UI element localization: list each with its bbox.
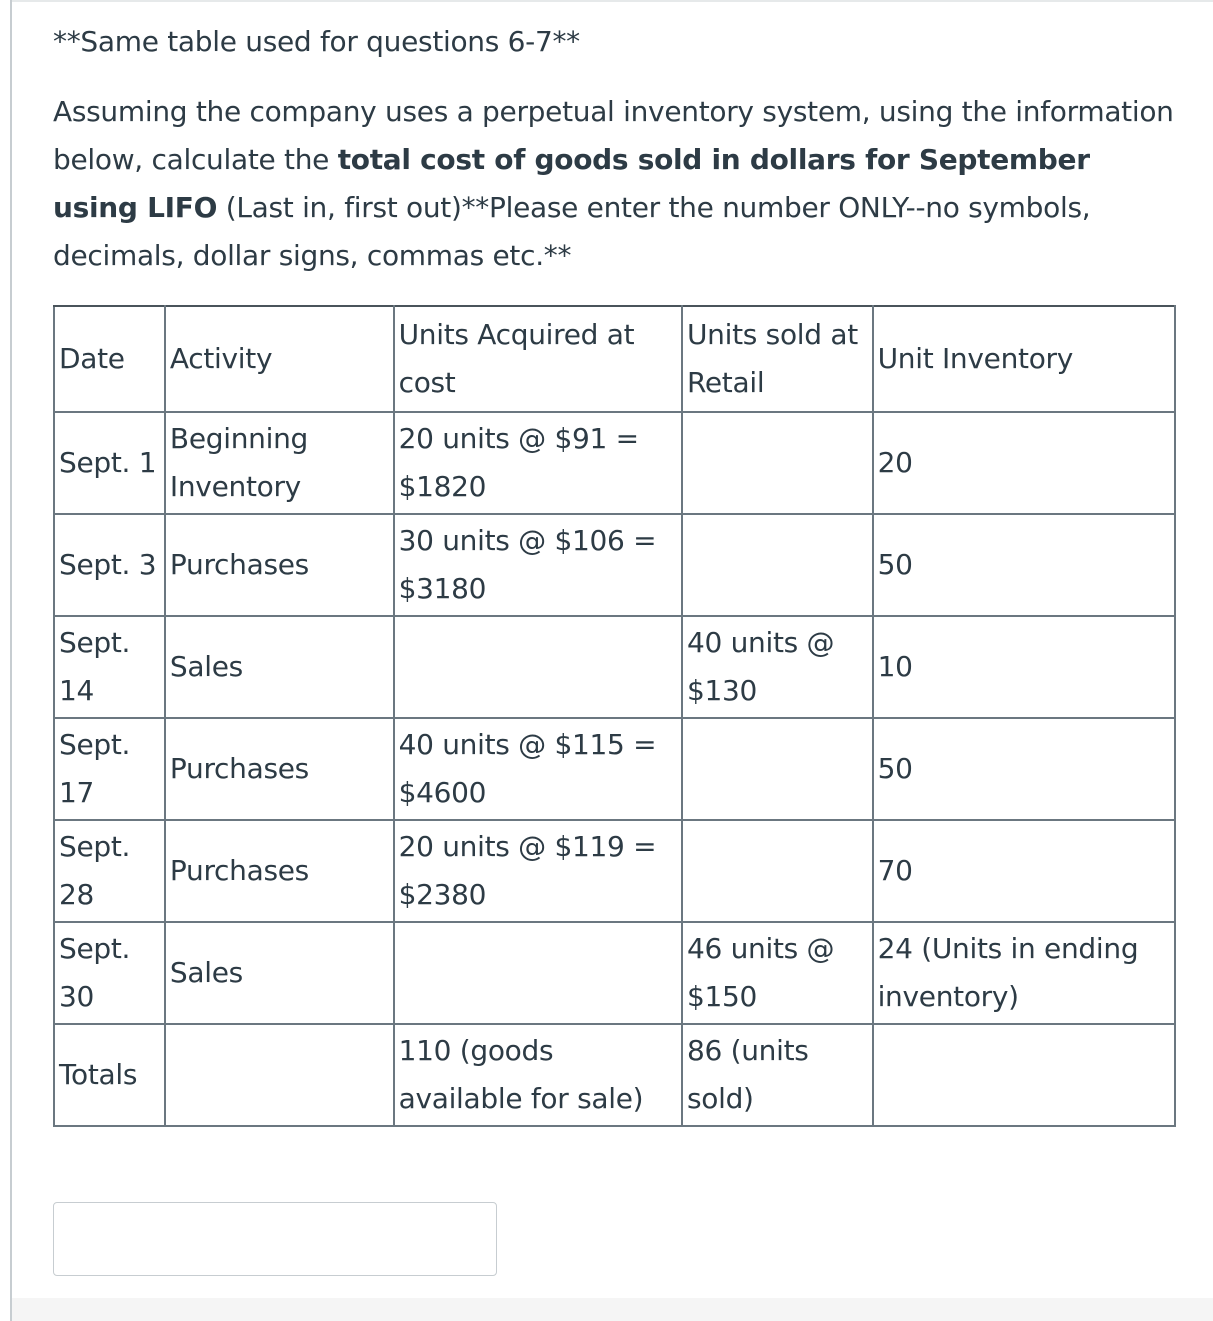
page-left-border [10, 0, 12, 1321]
cell-date: Sept. 14 [54, 616, 165, 718]
cell-date: Sept. 17 [54, 718, 165, 820]
cell-acquired: 110 (goods available for sale) [394, 1024, 682, 1126]
prompt-bold: total cost of goods sold in dollars for September using LIFO [53, 143, 1090, 224]
cell-date: Sept. 3 [54, 514, 165, 616]
header-date: Date [54, 306, 165, 412]
cell-acquired: 20 units @ $91 = $1820 [394, 412, 682, 514]
cell-date: Totals [54, 1024, 165, 1126]
cell-acquired [394, 922, 682, 1024]
page-top-border [10, 0, 1213, 2]
question-note: **Same table used for questions 6-7** [53, 25, 580, 58]
header-units-sold: Units sold at Retail [682, 306, 873, 412]
cell-inventory [873, 1024, 1175, 1126]
table-row [54, 616, 1175, 718]
cell-sold [682, 820, 873, 922]
header-activity: Activity [165, 306, 394, 412]
prompt-intro: Assuming the company uses a perpetual inventory system, using the information below, calculate the [53, 95, 1174, 176]
cell-sold [682, 514, 873, 616]
header-units-acquired: Units Acquired at cost [394, 306, 682, 412]
cell-date: Sept. 28 [54, 820, 165, 922]
cell-inventory: 20 [873, 412, 1175, 514]
cell-activity: Purchases [165, 718, 394, 820]
table-header-row [54, 306, 1175, 412]
table-row [54, 514, 1175, 616]
cell-activity: Beginning Inventory [165, 412, 394, 514]
table-row-totals [54, 1024, 1175, 1126]
cell-inventory: 10 [873, 616, 1175, 718]
cell-inventory: 24 (Units in ending inventory) [873, 922, 1175, 1024]
table-row [54, 412, 1175, 514]
question-prompt [53, 88, 1178, 280]
cell-acquired: 20 units @ $119 = $2380 [394, 820, 682, 922]
bottom-band [12, 1298, 1213, 1321]
cell-activity: Purchases [165, 820, 394, 922]
inventory-table [53, 305, 1176, 1127]
cell-sold [682, 718, 873, 820]
prompt-middle: (Last in, first out) [217, 191, 462, 224]
prompt-instruction: **Please enter the number ONLY--no symbols, decimals, dollar signs, commas etc.** [53, 191, 1091, 272]
cell-inventory: 70 [873, 820, 1175, 922]
cell-sold: 86 (units sold) [682, 1024, 873, 1126]
cell-sold: 46 units @ $150 [682, 922, 873, 1024]
cell-date: Sept. 1 [54, 412, 165, 514]
cell-date: Sept. 30 [54, 922, 165, 1024]
cell-activity [165, 1024, 394, 1126]
cell-inventory: 50 [873, 514, 1175, 616]
table-row [54, 922, 1175, 1024]
answer-input[interactable] [53, 1202, 497, 1276]
cell-activity: Sales [165, 922, 394, 1024]
cell-activity: Purchases [165, 514, 394, 616]
cell-acquired: 40 units @ $115 = $4600 [394, 718, 682, 820]
cell-acquired [394, 616, 682, 718]
cell-inventory: 50 [873, 718, 1175, 820]
table-row [54, 820, 1175, 922]
cell-sold [682, 412, 873, 514]
cell-activity: Sales [165, 616, 394, 718]
header-unit-inventory: Unit Inventory [873, 306, 1175, 412]
cell-acquired: 30 units @ $106 = $3180 [394, 514, 682, 616]
table-row [54, 718, 1175, 820]
question-text [53, 18, 1178, 280]
cell-sold: 40 units @ $130 [682, 616, 873, 718]
